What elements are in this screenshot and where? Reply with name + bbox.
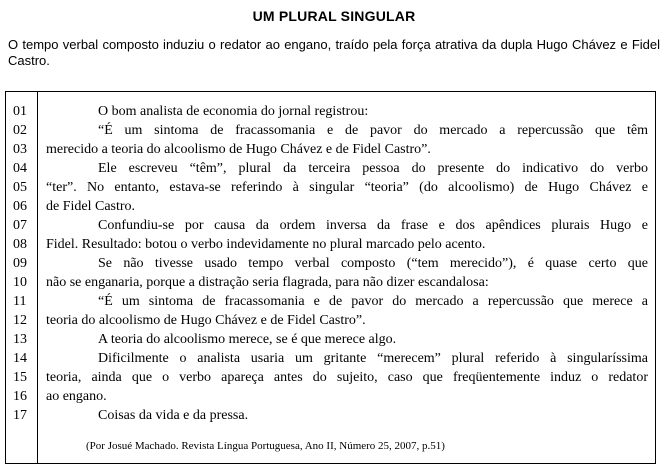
passage-box xyxy=(5,91,656,464)
line-number-column xyxy=(6,92,38,463)
passage-line: teoria, ainda que o verbo apareça antes do sujeito, caso que freqüentemente induz o redator xyxy=(46,370,648,385)
passage-line: Confundiu-se por causa da ordem inversa da frase e dos apêndices plurais Hugo e xyxy=(98,218,648,233)
line-number: 05 xyxy=(13,180,27,195)
line-number: 12 xyxy=(13,313,27,328)
passage-line: ao engano. xyxy=(46,389,107,404)
passage-line: merecido a teoria do alcoolismo de Hugo Chávez e de Fidel Castro”. xyxy=(46,142,431,157)
line-number: 17 xyxy=(13,408,27,423)
passage-line: Ele escreveu “têm”, plural da terceira pessoa do presente do indicativo do verbo xyxy=(98,161,648,176)
passage-line: O bom analista de economia do jornal registrou: xyxy=(98,104,369,119)
line-number: 15 xyxy=(13,370,27,385)
line-number: 02 xyxy=(13,123,27,138)
passage-line: Fidel. Resultado: botou o verbo indevidamente no plural marcado pelo acento. xyxy=(46,237,486,252)
passage-lines xyxy=(46,102,648,425)
passage-line: A teoria do alcoolismo merece, se é que merece algo. xyxy=(98,332,397,347)
line-number: 01 xyxy=(13,104,27,119)
line-number: 06 xyxy=(13,199,27,214)
line-number: 07 xyxy=(13,218,27,233)
passage-line: não se enganaria, porque a distração seria flagrada, para não dizer escandalosa: xyxy=(46,275,489,290)
passage-text-column xyxy=(38,92,655,463)
passage-line: Coisas da vida e da pressa. xyxy=(98,408,249,423)
passage-line: “É um sintoma de fracassomania e de pavor do mercado a repercussão que têm xyxy=(98,123,648,138)
line-number: 04 xyxy=(13,161,27,176)
passage-line: de Fidel Castro. xyxy=(46,199,136,214)
line-number: 16 xyxy=(13,389,27,404)
passage-line: Dificilmente o analista usaria um gritante “merecem” plural referido à singularíssima xyxy=(98,351,648,366)
passage-line: teoria do alcoolismo de Hugo Chávez e de Fidel Castro”. xyxy=(46,313,366,328)
line-number: 08 xyxy=(13,237,27,252)
passage-line: “ter”. No entanto, estava-se referindo à singular “teoria” (do alcoolismo) de Hugo Chávez e xyxy=(46,180,648,195)
intro-paragraph: O tempo verbal composto induziu o redator ao engano, traído pela força atrativa da dupla Hugo Chávez e Fidel Castro. xyxy=(8,37,660,68)
line-number: 14 xyxy=(13,351,27,366)
passage-line: Se não tivesse usado tempo verbal composto (“tem merecido”), é quase certo que xyxy=(98,256,648,271)
document-title: UM PLURAL SINGULAR xyxy=(252,8,416,24)
line-number: 13 xyxy=(13,332,27,347)
line-number: 11 xyxy=(13,294,27,309)
line-number: 03 xyxy=(13,142,27,157)
passage-line: “É um sintoma de fracassomania e de pavor do mercado a repercussão que merece a xyxy=(98,294,648,309)
source-citation: (Por Josué Machado. Revista Língua Portuguesa, Ano II, Número 25, 2007, p.51) xyxy=(86,440,445,452)
line-number: 09 xyxy=(13,256,27,271)
line-number: 10 xyxy=(13,275,27,290)
